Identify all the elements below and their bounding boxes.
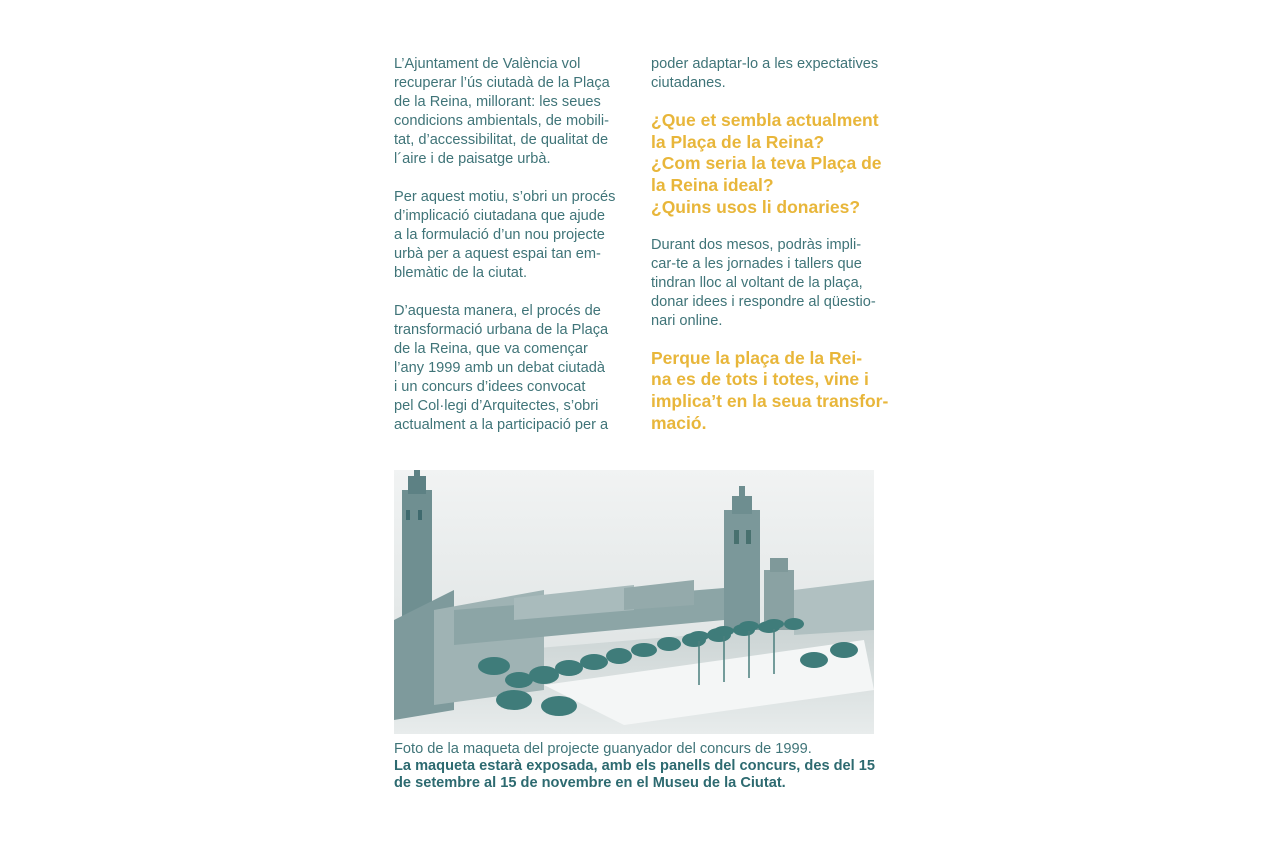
model-photo xyxy=(394,470,874,734)
left-text-column xyxy=(394,55,630,454)
right-text-column xyxy=(651,55,891,434)
intro-paragraph: L’Ajuntament de València vol recuperar l’ús ciutadà de la Plaça de la Reina, millorant: les seues condicions ambientals, de mobili- tat, d’accessibilitat, de qualitat de l´aire i de paisatge urbà. xyxy=(394,56,610,167)
caption-exhibition-note: La maqueta estarà exposada, amb els panells del concurs, des del 15 de setembre al 15 de novembre en el Museu de la Ciutat. xyxy=(394,758,875,791)
caption-line: Foto de la maqueta del projecte guanyador del concurs de 1999. xyxy=(394,741,812,757)
questions-heading: ¿Que et sembla actualment la Plaça de la Reina? ¿Com seria la teva Plaça de la Reina ideal? ¿Quins usos li donaries? xyxy=(651,110,882,217)
history-paragraph: D’aquesta manera, el procés de transformació urbana de la Plaça de la Reina, que va començar l’any 1999 amb un debat ciutadà i un concurs d’idees convocat pel Col·legi d’Arquitectes, s’obri actualment a la participació per a xyxy=(394,303,609,433)
photo-caption xyxy=(394,741,894,792)
participation-paragraph: Durant dos mesos, podràs impli- car-te a les jornades i tallers que tindran lloc al voltant de la plaça, donar idees i respondre al qüestio- nari online. xyxy=(651,236,876,329)
call-to-action: Perque la plaça de la Rei- na es de tots i totes, vine i implica’t en la seua transfor- mació. xyxy=(651,347,889,433)
continuation-paragraph: poder adaptar-lo a les expectatives ciutadanes. xyxy=(651,56,879,91)
process-paragraph: Per aquest motiu, s’obri un procés d’implicació ciutadana que ajude a la formulació d’un nou projecte urbà per a aquest espai tan em- blemàtic de la ciutat. xyxy=(394,189,616,281)
